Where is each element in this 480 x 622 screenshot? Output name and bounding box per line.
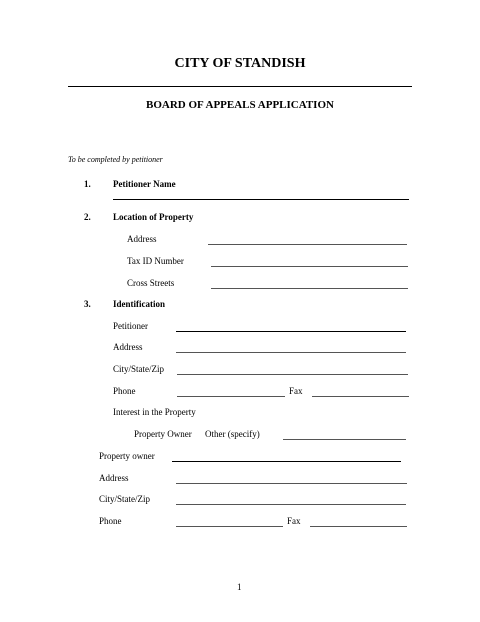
- form-title: BOARD OF APPEALS APPLICATION: [146, 99, 334, 111]
- owner-city-label: City/State/Zip: [99, 494, 150, 504]
- petitioner-address-field[interactable]: [176, 352, 406, 353]
- section-1-label: Petitioner Name: [113, 179, 176, 189]
- section-2-number: 2.: [84, 212, 91, 222]
- owner-fax-field[interactable]: [310, 526, 407, 527]
- petitioner-address-label: Address: [113, 342, 143, 352]
- owner-phone-field[interactable]: [176, 526, 283, 527]
- page-number: 1: [237, 582, 242, 592]
- cross-streets-label: Cross Streets: [127, 278, 175, 288]
- petitioner-phone-label: Phone: [113, 386, 136, 396]
- owner-address-field[interactable]: [176, 483, 407, 484]
- petitioner-fax-label: Fax: [289, 386, 303, 396]
- property-owner-field[interactable]: [172, 461, 401, 462]
- tax-id-label: Tax ID Number: [127, 256, 184, 266]
- city-title: CITY OF STANDISH: [174, 56, 306, 71]
- location-address-field[interactable]: [208, 244, 407, 245]
- property-owner-option[interactable]: Property Owner: [134, 429, 192, 439]
- petitioner-city-label: City/State/Zip: [113, 364, 164, 374]
- petitioner-fax-field[interactable]: [312, 396, 409, 397]
- tax-id-field[interactable]: [211, 266, 408, 267]
- location-address-label: Address: [127, 234, 157, 244]
- section-1-number: 1.: [84, 179, 91, 189]
- section-3-label: Identification: [113, 299, 166, 309]
- owner-fax-label: Fax: [287, 516, 301, 526]
- property-owner-label: Property owner: [99, 451, 155, 461]
- petitioner-label: Petitioner: [113, 321, 148, 331]
- header-divider: [68, 86, 412, 87]
- petitioner-city-field[interactable]: [177, 374, 408, 375]
- petitioner-field[interactable]: [176, 331, 406, 332]
- owner-city-field[interactable]: [176, 504, 406, 505]
- instruction-note: To be completed by petitioner: [68, 155, 163, 164]
- interest-label: Interest in the Property: [113, 407, 196, 417]
- cross-streets-field[interactable]: [211, 288, 408, 289]
- section-2-label: Location of Property: [113, 212, 194, 222]
- other-specify-field[interactable]: [283, 439, 406, 440]
- owner-phone-label: Phone: [99, 516, 122, 526]
- owner-address-label: Address: [99, 473, 129, 483]
- other-option[interactable]: Other (specify): [205, 429, 260, 439]
- petitioner-name-field[interactable]: [113, 199, 409, 200]
- section-3-number: 3.: [84, 299, 91, 309]
- petitioner-phone-field[interactable]: [177, 396, 285, 397]
